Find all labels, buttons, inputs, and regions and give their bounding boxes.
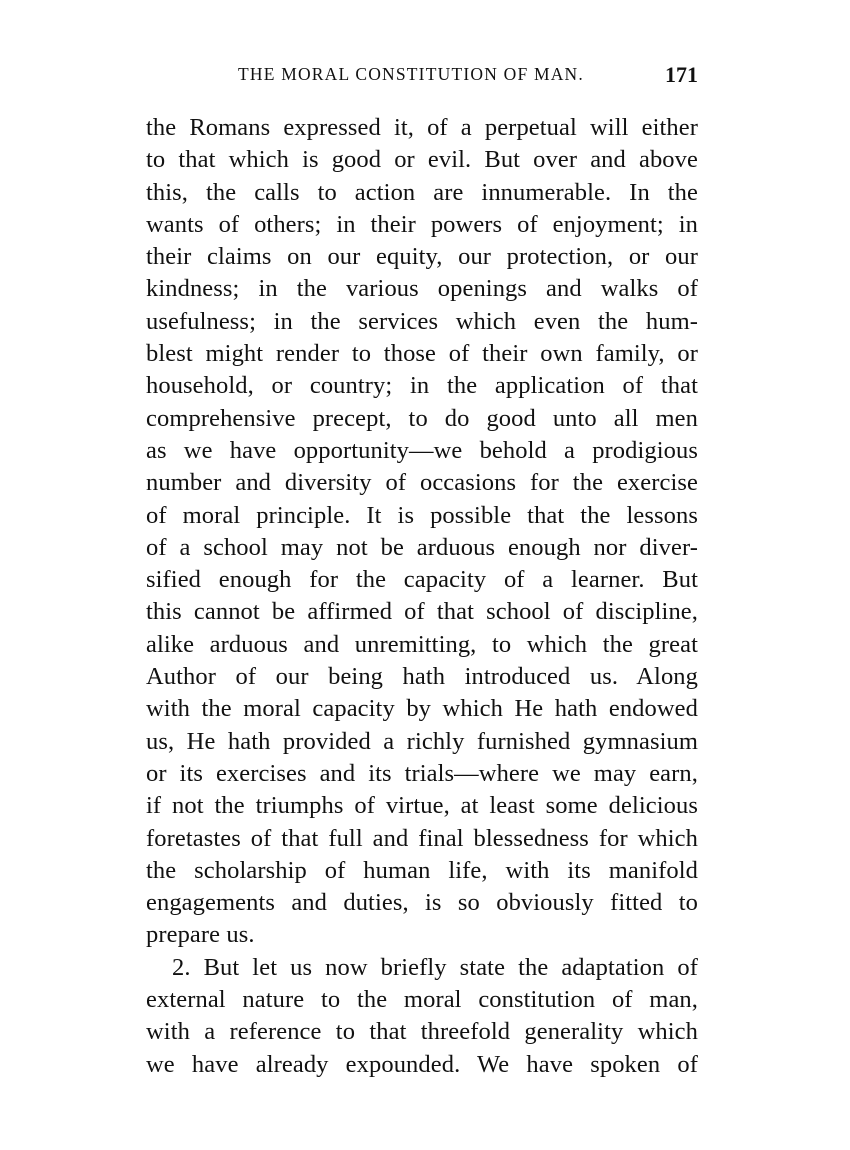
text-line: we have already expounded. We have spoken of: [146, 1050, 698, 1078]
page-number: 171: [665, 62, 698, 87]
text-line: this cannot be affirmed of that school of discipline,: [146, 598, 698, 626]
text-line: comprehensive precept, to do good unto all men: [146, 404, 698, 432]
running-head: [146, 64, 698, 94]
text-line: external nature to the moral constitution of man,: [146, 986, 698, 1014]
text-line: wants of others; in their powers of enjoyment; in: [146, 210, 698, 238]
text-line: alike arduous and unremitting, to which the great: [146, 630, 698, 658]
text-line: us, He hath provided a richly furnished gymnasium: [146, 727, 698, 755]
text-line: usefulness; in the services which even the hum-: [146, 307, 698, 335]
text-line: 2. But let us now briefly state the adaptation of: [172, 953, 698, 981]
text-line: their claims on our equity, our protection, or our: [146, 243, 698, 271]
text-line: number and diversity of occasions for the exercise: [146, 469, 698, 497]
text-line: the Romans expressed it, of a perpetual will either: [146, 114, 698, 141]
text-line: or its exercises and its trials—where we may earn,: [146, 759, 698, 787]
running-title: THE MORAL CONSTITUTION OF MAN.: [238, 64, 584, 84]
body-text: [146, 112, 698, 1081]
text-line: engagements and duties, is so obviously fitted to: [146, 889, 698, 917]
text-line: blest might render to those of their own family, or: [146, 340, 698, 368]
text-line: Author of our being hath introduced us. Along: [146, 663, 698, 691]
text-line: of a school may not be arduous enough nor diver-: [146, 533, 698, 561]
text-line: if not the triumphs of virtue, at least some delicious: [146, 792, 698, 820]
text-line: this, the calls to action are innumerable. In the: [146, 178, 698, 206]
text-line: with the moral capacity by which He hath endowed: [146, 695, 698, 723]
text-line: the scholarship of human life, with its manifold: [146, 856, 698, 884]
text-line: foretastes of that full and final blessedness for which: [146, 824, 698, 852]
text-line: as we have opportunity—we behold a prodigious: [146, 436, 698, 464]
text-line: to that which is good or evil. But over and above: [146, 146, 698, 174]
text-line: of moral principle. It is possible that the lessons: [146, 501, 698, 529]
text-line: kindness; in the various openings and walks of: [146, 275, 698, 303]
text-line: sified enough for the capacity of a learner. But: [146, 566, 698, 594]
text-line: household, or country; in the application of that: [146, 372, 698, 400]
text-line: prepare us.: [146, 921, 255, 949]
text-line: with a reference to that threefold generality which: [146, 1018, 698, 1046]
